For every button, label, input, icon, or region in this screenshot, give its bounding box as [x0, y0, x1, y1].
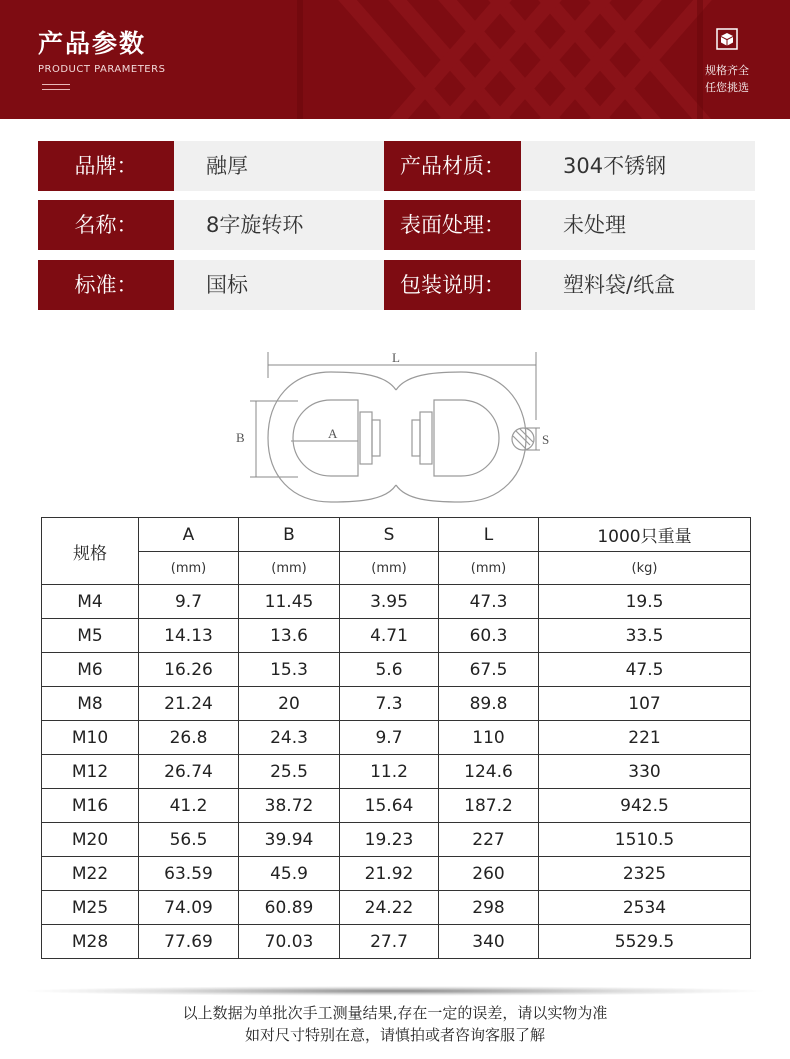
column-unit: (mm)	[139, 552, 239, 585]
swivel-block	[420, 412, 432, 464]
footer-note-line1: 以上数据为单批次手工测量结果,存在一定的误差，请以实物为准	[182, 1004, 608, 1022]
table-cell: 4.71	[340, 619, 439, 653]
table-row	[42, 755, 751, 789]
param-label: 表面处理：	[384, 200, 521, 250]
table-cell: 60.89	[239, 891, 340, 925]
table-row	[42, 721, 751, 755]
spec-table	[41, 517, 751, 959]
table-row	[42, 687, 751, 721]
table-cell: 24.22	[340, 891, 439, 925]
column-unit: (kg)	[539, 552, 751, 585]
table-cell: 63.59	[139, 857, 239, 891]
table-cell: M16	[42, 789, 139, 823]
header-banner	[0, 0, 790, 119]
table-cell: 26.74	[139, 755, 239, 789]
column-header: S	[340, 518, 439, 552]
table-cell: 33.5	[539, 619, 751, 653]
param-label: 标准：	[38, 260, 174, 310]
table-cell: 45.9	[239, 857, 340, 891]
table-cell: 221	[539, 721, 751, 755]
table-header-row	[42, 518, 751, 552]
table-cell: 14.13	[139, 619, 239, 653]
table-cell: M12	[42, 755, 139, 789]
table-cell: 47.3	[439, 585, 539, 619]
left-ring-inner	[293, 400, 358, 476]
table-cell: 9.7	[340, 721, 439, 755]
table-cell: 340	[439, 925, 539, 959]
param-label: 包装说明：	[384, 260, 521, 310]
table-cell: M4	[42, 585, 139, 619]
param-label: 名称：	[38, 200, 174, 250]
table-cell: 67.5	[439, 653, 539, 687]
title-divider	[42, 84, 70, 85]
table-cell: 942.5	[539, 789, 751, 823]
table-cell: 2534	[539, 891, 751, 925]
footer-note-line2: 如对尺寸特别在意，请慎拍或者咨询客服了解	[244, 1026, 545, 1044]
table-cell: M22	[42, 857, 139, 891]
column-header: 1000只重量	[539, 518, 751, 552]
table-cell: 1510.5	[539, 823, 751, 857]
table-cell: M28	[42, 925, 139, 959]
table-cell: 56.5	[139, 823, 239, 857]
table-cell: 110	[439, 721, 539, 755]
table-cell: 15.64	[340, 789, 439, 823]
table-cell: 5.6	[340, 653, 439, 687]
spec-header: 规格	[42, 518, 139, 585]
swivel-block	[360, 412, 372, 464]
label-B: B	[236, 430, 245, 445]
param-value: 塑料袋/纸盒	[521, 260, 755, 310]
param-row	[38, 141, 755, 191]
table-cell: 26.8	[139, 721, 239, 755]
table-cell: 27.7	[340, 925, 439, 959]
badge-text-line2: 任您挑选	[705, 81, 749, 94]
label-L: L	[392, 350, 400, 365]
table-cell: 89.8	[439, 687, 539, 721]
column-unit: (mm)	[340, 552, 439, 585]
table-cell: 24.3	[239, 721, 340, 755]
hatch-line	[516, 431, 530, 445]
right-ring-inner	[434, 400, 499, 476]
column-unit: (mm)	[239, 552, 340, 585]
table-cell: 39.94	[239, 823, 340, 857]
table-cell: 11.45	[239, 585, 340, 619]
table-cell: 16.26	[139, 653, 239, 687]
badge-text-line1: 规格齐全	[705, 64, 749, 77]
table-cell: 13.6	[239, 619, 340, 653]
table-unit-row	[42, 552, 751, 585]
table-cell: 41.2	[139, 789, 239, 823]
table-cell: M25	[42, 891, 139, 925]
param-value: 8字旋转环	[174, 200, 384, 250]
table-cell: 25.5	[239, 755, 340, 789]
column-header: A	[139, 518, 239, 552]
table-cell: 21.92	[340, 857, 439, 891]
table-cell: 74.09	[139, 891, 239, 925]
table-cell: 187.2	[439, 789, 539, 823]
param-value: 国标	[174, 260, 384, 310]
param-row	[38, 260, 755, 310]
table-cell: M6	[42, 653, 139, 687]
swivel-block	[372, 420, 380, 456]
footer-shadow-divider	[20, 986, 770, 996]
table-cell: 260	[439, 857, 539, 891]
param-row	[38, 200, 755, 250]
swivel-block	[412, 420, 420, 456]
table-cell: M8	[42, 687, 139, 721]
table-cell: 2325	[539, 857, 751, 891]
table-cell: 5529.5	[539, 925, 751, 959]
table-cell: 70.03	[239, 925, 340, 959]
table-row	[42, 925, 751, 959]
table-cell: M10	[42, 721, 139, 755]
table-cell: 330	[539, 755, 751, 789]
table-cell: 11.2	[340, 755, 439, 789]
param-label: 产品材质：	[384, 141, 521, 191]
package-box-icon	[716, 28, 738, 50]
table-row	[42, 891, 751, 925]
column-header: L	[439, 518, 539, 552]
table-row	[42, 823, 751, 857]
table-cell: 15.3	[239, 653, 340, 687]
table-row	[42, 585, 751, 619]
table-cell: 60.3	[439, 619, 539, 653]
table-cell: 9.7	[139, 585, 239, 619]
table-cell: 3.95	[340, 585, 439, 619]
label-S: S	[542, 432, 550, 447]
table-cell: 77.69	[139, 925, 239, 959]
right-ring	[396, 372, 526, 502]
table-row	[42, 857, 751, 891]
table-row	[42, 789, 751, 823]
table-cell: 298	[439, 891, 539, 925]
column-unit: (mm)	[439, 552, 539, 585]
param-label: 品牌：	[38, 141, 174, 191]
table-cell: 107	[539, 687, 751, 721]
table-cell: M5	[42, 619, 139, 653]
table-cell: 20	[239, 687, 340, 721]
label-A: A	[328, 426, 338, 441]
table-cell: 19.5	[539, 585, 751, 619]
title-divider	[42, 89, 70, 90]
swivel-ring-diagram	[236, 350, 556, 510]
table-cell: 21.24	[139, 687, 239, 721]
param-value: 未处理	[521, 200, 755, 250]
table-cell: 19.23	[340, 823, 439, 857]
table-cell: 227	[439, 823, 539, 857]
param-value: 304不锈钢	[521, 141, 755, 191]
column-header: B	[239, 518, 340, 552]
table-cell: 124.6	[439, 755, 539, 789]
param-value: 融厚	[174, 141, 384, 191]
table-row	[42, 653, 751, 687]
table-cell: 7.3	[340, 687, 439, 721]
table-row	[42, 619, 751, 653]
table-cell: 47.5	[539, 653, 751, 687]
page-title: 产品参数	[38, 29, 147, 58]
table-cell: M20	[42, 823, 139, 857]
table-cell: 38.72	[239, 789, 340, 823]
page-subtitle: PRODUCT PARAMETERS	[38, 64, 166, 75]
